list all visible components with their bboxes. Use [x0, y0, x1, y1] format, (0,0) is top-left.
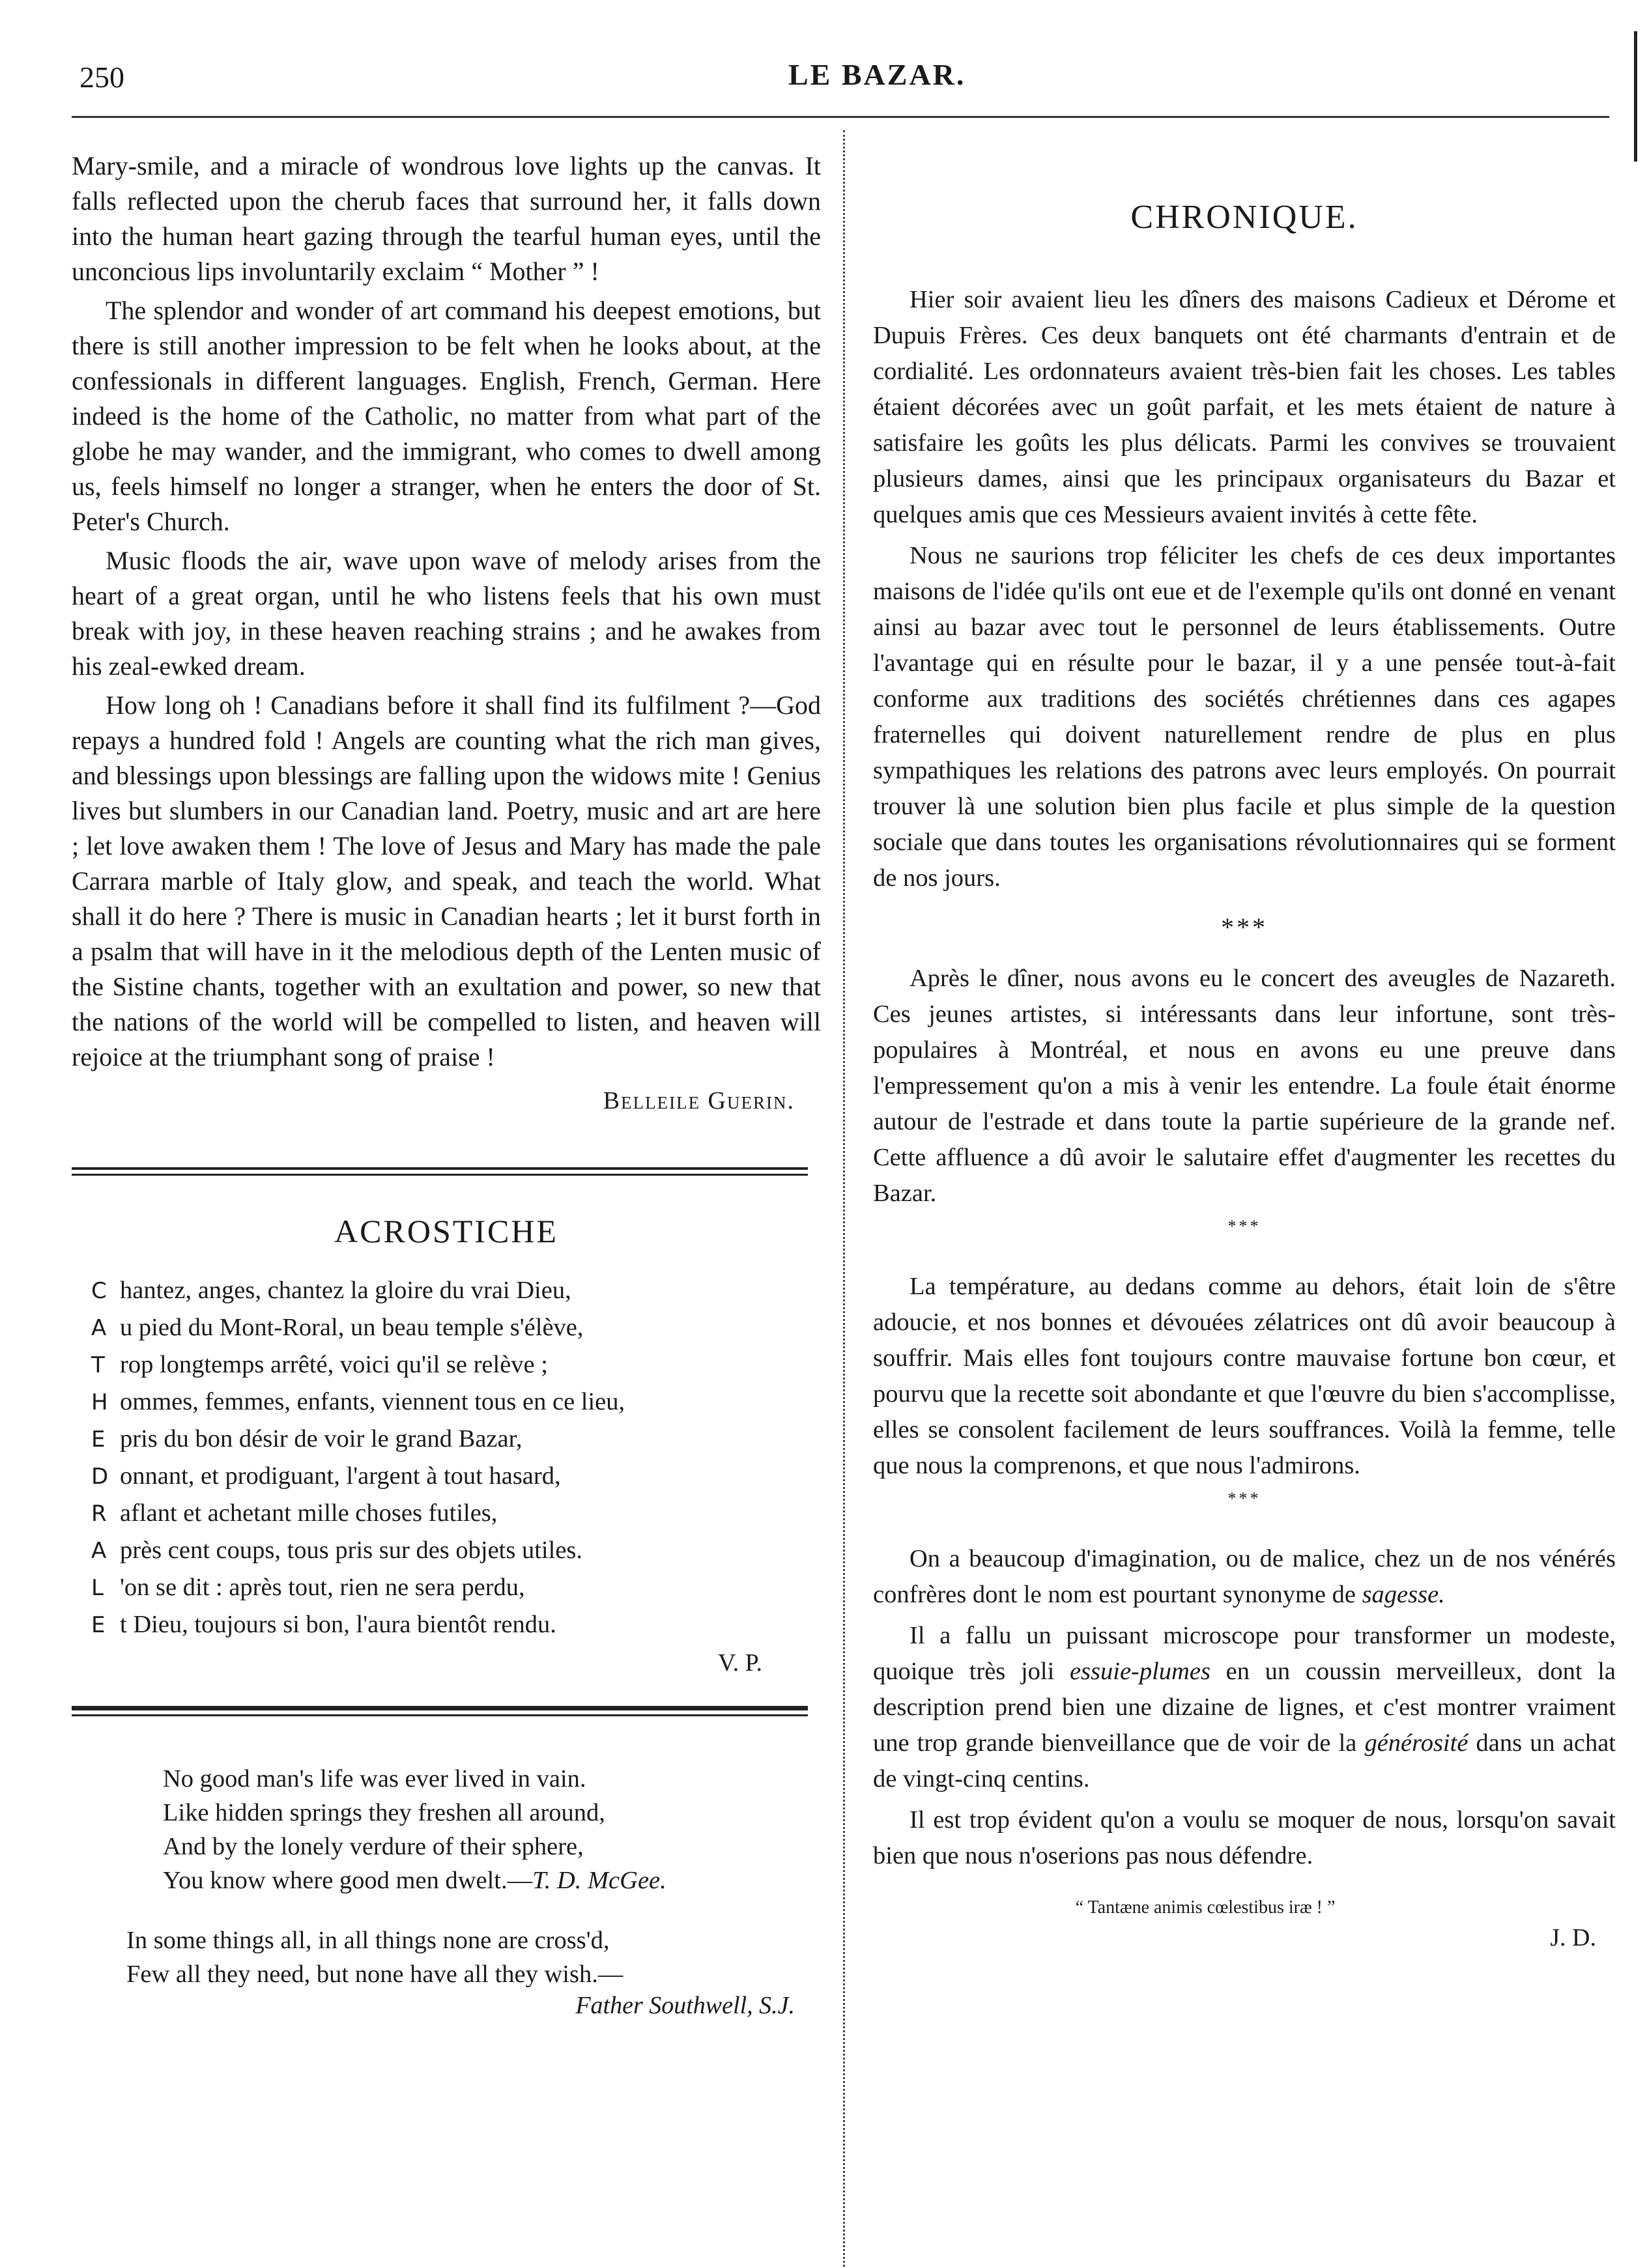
chronique-signature: J. D. [1550, 1924, 1596, 1951]
acrostic-line [91, 1309, 821, 1346]
latin-quote: “ Tantæne animis cœlestibus iræ ! ” [1075, 1897, 1336, 1918]
page-header [0, 0, 1647, 124]
poem-line-with-attribution [163, 1864, 821, 1897]
poem-line: In some things all, in all things none are cross'd, [126, 1927, 610, 1954]
asterism-separator: *** [1221, 913, 1268, 942]
acrostic-line [91, 1606, 821, 1643]
acrostic-signature: V. P. [718, 1649, 762, 1677]
chronique-section-concert [873, 961, 1616, 1212]
poem-southwell [126, 1923, 821, 2020]
left-column [72, 149, 821, 2020]
acrostic-lines [91, 1272, 821, 1643]
asterism-separator: *** [1227, 1489, 1261, 1508]
article-paragraph: How long oh ! Canadians before it shall find its fulfilment ?—God repays a hundred fold ! Angels are counting what the rich man gives, and blessings upon blessings are falling upon the widows mite ! Genius lives but slumbers in our Canadian land. Poetry, music and art are here ; let love awaken them ! The love of Jesus and Mary has made the pale Carrara marble of Italy glow, and speak, and teach the world. What shall it do here ? There is music in Canadian hearts ; let it burst forth in a psalm that will have in it the melodious depth of the Lenten music of the Sistine chants, together with an exultation and power, so new that the nations of the world will be compelled to listen, and heaven will rejoice at the triumphant song of praise ! [72, 690, 821, 1071]
acrostic-line [91, 1272, 821, 1309]
chronique-paragraph: Il est trop évident qu'on a voulu se moquer de nous, lorsqu'on savait bien que nous n'oserions pas nous défendre. [873, 1806, 1616, 1869]
acrostic-title: ACROSTICHE [334, 1213, 558, 1249]
chronique-paragraph [873, 1618, 1616, 1797]
page-edge-line [1634, 31, 1637, 162]
chronique-paragraph: Hier soir avaient lieu les dîners des maisons Cadieux et Dérome et Dupuis Frères. Ces deux banquets ont été charmants d'entrain et de cordialité. Les ordonnateurs avaient très-bien fait les choses. Les tables étaient décorées avec un goût parfait, et les mets étaient de nature à satisfaire les goûts les plus délicats. Parmi les convives se trouvaient plusieurs dames, ainsi que les principaux organisateurs du Bazar et quelques amis que ces Messieurs avaient invités à cette fête. [873, 286, 1616, 528]
acrostic-text: près cent coups, tous pris sur des objets utiles. [120, 1537, 583, 1564]
acrostic-line [91, 1458, 821, 1495]
poem-attribution: Father Southwell, S.J. [575, 1992, 795, 2019]
article-continuation [72, 149, 821, 1115]
chronique-title: CHRONIQUE. [1130, 199, 1358, 236]
header-rule [72, 116, 1609, 118]
paragraph-text: dans un achat de vingt-cinq centins. [873, 1729, 1616, 1793]
acrostic-text: aflant et achetant mille choses futiles, [120, 1499, 498, 1527]
acrostic-text: hantez, anges, chantez la gloire du vrai Dieu, [120, 1277, 571, 1304]
chronique-section-dinners [873, 282, 1616, 896]
right-column [873, 149, 1616, 1952]
acrostic-initial: T [91, 1352, 105, 1378]
acrostic-text: pris du bon désir de voir le grand Bazar, [120, 1425, 523, 1453]
article-signature: Belleile Guerin. [603, 1087, 795, 1114]
acrostic-initial: R [91, 1501, 107, 1527]
page-number: 250 [79, 61, 124, 94]
section-rule-heavy [72, 1706, 808, 1716]
acrostic-line [91, 1532, 821, 1569]
acrostic-initial: A [91, 1538, 107, 1564]
acrostic-initial: H [91, 1389, 108, 1415]
chronique-paragraph [873, 1541, 1616, 1613]
acrostic-section [72, 1212, 821, 1677]
acrostic-initial: A [91, 1315, 107, 1341]
column-divider [843, 130, 845, 2267]
paragraph-text: On a beaucoup d'imagination, ou de malice, chez un de nos vénérés confrères dont le nom est pourtant synonyme de [873, 1545, 1616, 1608]
acrostic-initial: L [91, 1575, 104, 1601]
section-rule [72, 1167, 808, 1176]
italic-word: générosité [1364, 1729, 1468, 1757]
acrostic-initial: C [91, 1278, 107, 1304]
chronique-paragraph: Après le dîner, nous avons eu le concert des aveugles de Nazareth. Ces jeunes artistes, si intéressants dans leur infortune, sont très-populaires à Montréal, et nous en avons eu une preuve dans l'empressement qu'on a mis à venir les entendre. La foule était énorme autour de l'estrade et dans toute la partie supérieure de la grande nef. Cette affluence a dû avoir le salutaire effet d'augmenter les recettes du Bazar. [873, 965, 1616, 1207]
italic-word: essuie-plumes [1069, 1658, 1210, 1685]
chronique-section-reply [873, 1541, 1616, 1874]
acrostic-text: rop longtemps arrêté, voici qu'il se relève ; [120, 1351, 548, 1378]
acrostic-initial: E [91, 1612, 106, 1638]
acrostic-text: 'on se dit : après tout, rien ne sera perdu, [120, 1574, 525, 1601]
running-title: LE BAZAR. [788, 58, 966, 91]
poem-line: You know where good men dwelt.— [163, 1867, 533, 1894]
paragraph-text: en un coussin merveilleux, dont la description prend bien une dizaine de lignes, et c'est montrer vraiment une trop grande bienveillance que de voir de la [873, 1658, 1616, 1757]
acrostic-line [91, 1495, 821, 1532]
acrostic-line [91, 1421, 821, 1458]
poem-attribution: T. D. McGee. [532, 1867, 666, 1894]
poem-line: Few all they need, but none have all they wish.— [126, 1961, 623, 1988]
acrostic-initial: D [91, 1464, 109, 1490]
acrostic-text: t Dieu, toujours si bon, l'aura bientôt rendu. [120, 1611, 556, 1638]
acrostic-line [91, 1346, 821, 1383]
italic-word: sagesse. [1362, 1581, 1445, 1608]
acrostic-text: ommes, femmes, enfants, viennent tous en ce lieu, [120, 1388, 625, 1415]
article-paragraph: Music floods the air, wave upon wave of melody arises from the heart of a great organ, until he who listens feels that his own must break with joy, in these heaven reaching strains ; and he awakes from his zeal-ewked dream. [72, 546, 821, 681]
acrostic-initial: E [91, 1426, 106, 1453]
article-paragraph: Mary-smile, and a miracle of wondrous love lights up the canvas. It falls reflected upon the cherub faces that surround her, it falls down into the human heart gazing through the tearful human eyes, until the unconcious lips involuntarily exclaim “ Mother ” ! [72, 151, 821, 286]
acrostic-line [91, 1383, 821, 1421]
acrostic-line [91, 1569, 821, 1606]
acrostic-text: u pied du Mont-Roral, un beau temple s'élève, [120, 1314, 584, 1341]
asterism-separator: *** [1227, 1217, 1261, 1236]
acrostic-text: onnant, et prodiguant, l'argent à tout hasard, [120, 1462, 561, 1490]
chronique-section-temperature [873, 1269, 1616, 1484]
paragraph-text: Il a fallu un puissant microscope pour transformer un modeste, quoique très joli [873, 1622, 1616, 1685]
poem-line: Like hidden springs they freshen all around, [163, 1799, 605, 1826]
article-paragraph: The splendor and wonder of art command his deepest emotions, but there is still another impression to be felt when he looks about, at the confessionals in different languages. English, French, German. Here indeed is the home of the Catholic, no matter from what part of the globe he may wander, and the immigrant, who comes to dwell among us, feels himself no longer a stranger, when he enters the door of St. Peter's Church. [72, 296, 821, 536]
poem-line: And by the lonely verdure of their sphere, [163, 1833, 584, 1860]
poem-mcgee [163, 1762, 821, 1897]
chronique-paragraph: Nous ne saurions trop féliciter les chefs de ces deux importantes maisons de l'idée qu'ils ont eue et de l'exemple qu'ils ont donné en venant ainsi au bazar avec tout le personnel de leurs établissements. Outre l'avantage qui en résulte pour le bazar, il y a une pensée tout-à-fait conforme aux traditions des sociétés chrétiennes dans ces agapes fraternelles qui doivent naturellement rendre de plus en plus sympathiques les relations des patrons avec leurs employés. On pourrait trouver là une solution bien plus facile et plus simple de la question sociale que dans toutes les organisations révolutionnaires qui se forment de nos jours. [873, 542, 1616, 892]
chronique-paragraph: La température, au dedans comme au dehors, était loin de s'être adoucie, et nos bonnes et dévouées zélatrices ont dû avoir beaucoup à souffrir. Mais elles font toujours contre mauvaise fortune bon cœur, et pourvu que la recette soit abondante et que l'œuvre du bien s'accomplisse, elles se consolent facilement de leurs souffrances. Voilà la femme, telle que nous la comprenons, et que nous l'admirons. [873, 1273, 1616, 1479]
poem-line: No good man's life was ever lived in vain. [163, 1765, 586, 1793]
